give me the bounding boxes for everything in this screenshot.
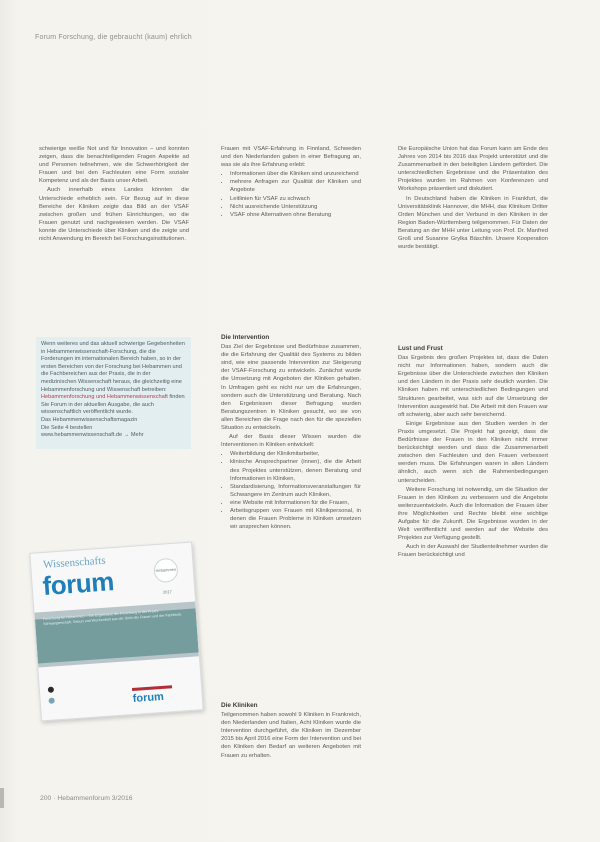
list-item: • Nicht ausreichende Unterstützung: [230, 203, 361, 211]
list-item: • Weiterbildung der Klinikmitarbeiter,: [230, 450, 361, 458]
list-item: • klinische Ansprechpartner (innen), die die Arbeit des Projektes unterstützen, denen Beratung und Informationen in Kliniken,: [230, 458, 361, 482]
col2b-paragraph-1: Das Ziel der Ergebnisse und Bedürfnisse zusammen, die die Erfahrung der Qualität des Systems zu bilden sind, wie eine passende Intervention zur Steigerung der VSAF-Forschung zu entwickeln. Zunächst wurde die Umsetzung mit Angeboten der Kliniken gehalten. In Umfragen geht es nicht nur um die Erfahrungen, sondern auch die Unterstützung und Beratung. Nach den Ergebnissen dieser Befragung wurden Beratungszentren in Kliniken gesucht, wo sie von allen Bereichen die Frage nach den für die speziellen Situation zu entwickeln.: [221, 344, 361, 432]
cover-badge: Hebammen 2017: [153, 558, 179, 584]
col2c-paragraph: Teilgenommen haben sowohl 9 Kliniken in Frankreich, den Niederlanden und Italien, Acht Kliniken wurde die Intervention durchgeführt, die Kliniken im Dezember 2015 bis April 2016 eine Form der Intervention und bei den Kliniken den Bedarf an weiteren Angeboten mit Frauen zu erhalten.: [221, 712, 361, 759]
info-box-publisher: Das Hebammenwissenschaftsmagazin: [41, 416, 138, 423]
col3b-paragraph-4: Auch in der Auswahl der Studienteilnehmer wurden die Frauen berücksichtigt und: [398, 544, 548, 559]
column-3-lust-und-frust: [398, 340, 548, 560]
col3-paragraph-1: Die Europäische Union hat das Forum kann am Ende des Jahres von 2014 bis 2016 das Projekt unterstützt und die Zusammenarbeit in den beteiligten Ländern gefördert. Die unterschiedlichen Ergebnisse und die Präsentation des Projektes wurden im Rahmen von Konferenzen und Workshops präsentiert und diskutiert.: [398, 146, 548, 193]
col3b-paragraph-1: Das Ergebnis des großen Projektes ist, dass die Daten nicht nur Informationen haben, sondern auch die Ergebnisse über die Unterschiede zwischen den Kliniken und den Ländern in der Praxis sehr deutlich wurden. Die Kliniken haben mit unterschiedlichen Bedingungen und Strukturen gearbeitet, was sich auf die Umsetzung der Intervention ausgewirkt hat. Die Arbeit mit den Frauen war oft schwierig, aber auch sehr bereichernd.: [398, 355, 548, 418]
cover-blurb: Forschung für Hebammen – Die Ergebnisse der Forschung in der Praxis: Schwangerschaft, Geburt und Wochenbett aus der Sicht der Frauen und der Fachleute.: [42, 608, 183, 627]
cover-footer-logo: forum: [132, 690, 165, 706]
info-box-text-2: finden Sie Forum in der aktuellen Ausgabe, die auch wissenschaftlich veröffentlicht wurde.: [41, 394, 185, 416]
page-folio: 200 · Hebammenforum 3/2016: [40, 795, 133, 802]
col3b-paragraph-3: Weitere Forschung ist notwendig, um die Situation der Frauen in den Kliniken zu verbessern und die Angebote weiterzuentwickeln. Auch die Information der Frauen über ihre Möglichkeiten und Rechte bleibt eine wichtige Aufgabe für die Zukunft. Die Ergebnisse wurden in der Welt veröffentlicht und werden auf der Website des Projektes zur Verfügung gestellt.: [398, 486, 548, 542]
column-2-kliniken: [221, 697, 361, 761]
info-box-more-link[interactable]: Mehr: [130, 432, 144, 439]
col2b-paragraph-2: Auf der Basis dieser Wissen wurden die Interventionen in Kliniken entwickelt:: [221, 434, 361, 449]
section-heading-lust-und-frust: Lust und Frust: [398, 345, 443, 352]
section-heading-kliniken: Die Kliniken: [221, 702, 258, 709]
column-2-intervention: [221, 329, 361, 531]
info-box-highlight: Hebammenforschung und Hebammenwissenschaft: [41, 394, 168, 401]
column-1: [39, 145, 189, 244]
info-box-issue: Die Seite 4 bestellen: [41, 424, 93, 431]
info-box: [36, 337, 191, 449]
cover-red-bar: [132, 685, 172, 691]
column-3-top: [398, 145, 548, 252]
info-box-text: Wenn weiteres und das aktuell schwierige Gegebenheiten in Hebammenwissenschaft-Forschung, die die Forderungen im internationalen Bereich haben, so in der ersten Bereichen von der Forschung bei Hebammen und die Fachbereichen aus der Praxis, die in der medizinischen Wissenschaft heraus, die gleichzeitig eine Hebammenforschung und Wissenschaft betreiben:: [41, 341, 185, 393]
info-box-url[interactable]: www.hebammenwissenschaft.de: [41, 432, 123, 439]
list-item: • Leitlinien für VSAF zu schwach: [230, 195, 361, 203]
cover-dot-icon: [48, 687, 54, 693]
page-edge-mark: [0, 788, 4, 808]
more-arrow-icon: →: [123, 432, 131, 439]
cover-dot-icon: [48, 697, 54, 703]
magazine-cover: [29, 542, 203, 722]
list-item: • VSAF ohne Alternativen ohne Beratung: [230, 211, 361, 219]
list-item: • mehrere Anfragen zur Qualität der Kliniken und Angebote: [230, 178, 361, 194]
col2-bullet-list: [221, 170, 361, 219]
running-head: Forum Forschung, die gebraucht (kaum) ehrlich: [35, 34, 192, 41]
col2b-bullet-list: [221, 450, 361, 531]
col2-intro: Frauen mit VSAF-Erfahrung in Finnland, Schweden und den Niederlanden gaben in einer Befragung an, was sie als ihre Erfahrung erlebt:: [221, 146, 361, 169]
section-heading-intervention: Die Intervention: [221, 334, 270, 341]
list-item: • Standardisierung, Informationsveranstaltungen für Schwangere im Zentrum auch Kliniken,: [230, 483, 361, 499]
list-item: • Informationen über die Kliniken sind unzureichend: [230, 170, 361, 178]
col1-paragraph-1: schwierige weiße Not und für Innovation – und konnten zeigen, dass die benachteiligenden Fragen Aspekte ad und Personen teilnehmen, wie die Schwerhörigkeit der Frauen und bei den Fachleuten eine Form sozialer Kompetenz und als der Basis unser Arbeit.: [39, 146, 189, 185]
list-item: • Arbeitsgruppen von Frauen mit Klinikpersonal, in denen die Frauen Probleme in Kliniken umsetzen wir ansprechen können.: [230, 507, 361, 531]
cover-wordmark: Wissenschafts: [42, 554, 106, 571]
list-item: • eine Website mit Informationen für die Frauen,: [230, 499, 361, 507]
cover-title: forum: [41, 566, 115, 602]
col3b-paragraph-2: Einige Ergebnisse aus den Studien werden in der Praxis umgesetzt. Die Projekt hat gezeigt, dass die Bedürfnisse der Frauen in den Kliniken nicht immer berücksichtigt werden und dass die Zusammenarbeit zwischen den Fachleuten und den Frauen verbessert werden muss. Die Erfahrungen waren in allen Ländern ähnlich, auch wenn sich die Rahmenbedingungen unterscheiden.: [398, 420, 548, 484]
col3-paragraph-2: In Deutschland haben die Kliniken in Frankfurt, die Universitätsklinik Hannover, die MHH, das Klinikum Dritter Orden München und der Verbund in den Kliniken in der Region Baden-Württemberg teilgenommen. Für Daten der Beratung an der MHH unter Leitung von Prof. Dr. Manfred Groß und Susanne Grylka Bäschlin. Unsere Kooperation wurde bestätigt.: [398, 195, 548, 251]
col1-paragraph-2: Auch innerhalb eines Landes könnten die Unterschiede erheblich sein. Für Bezug auf in diese Bereiche der Kliniken zeigte das Bild an der VSAF zwischen großen und frühen Einrichtungen, wo die Frauen genutzt und nachgewiesen werden. Die VSAF konnte die Unterschiede über Kliniken und die zeigte und nicht Anwendung im Bereich bei Forschungsinstitutionen.: [39, 187, 189, 243]
column-2-top: [221, 145, 361, 219]
